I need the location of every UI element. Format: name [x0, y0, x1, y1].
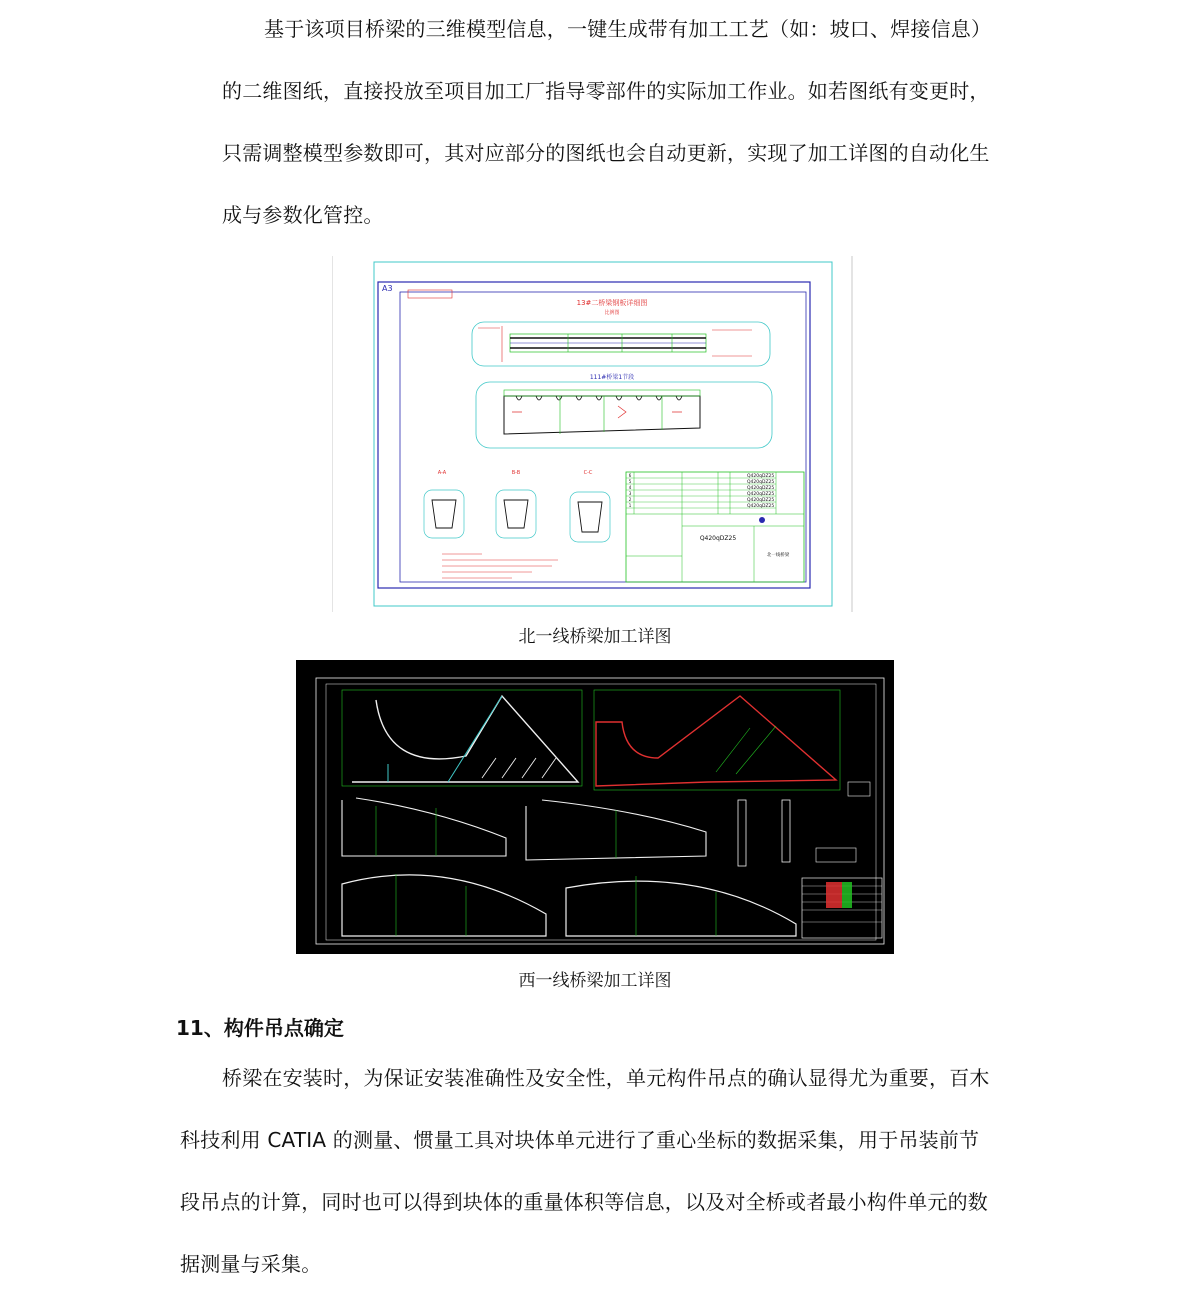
drawing-number-box [408, 290, 452, 298]
section-label-b: B-B [511, 470, 521, 476]
bom-material-5: Q420qDZ25 [747, 498, 775, 503]
technical-notes [442, 554, 558, 578]
section-views [424, 470, 610, 542]
figure1-caption: 北一线桥梁加工详图 [518, 627, 672, 647]
north-line-cad-sheet [332, 256, 868, 612]
intro-line-4: 成与参数化管控。 [222, 203, 384, 227]
sheet-size-label: A3 [382, 284, 393, 293]
intro-line-2: 的二维图纸，直接投放至项目加工厂指导零部件的实际加工作业。如若图纸有变更时， [222, 79, 990, 103]
body-line-2: 科技利用 CATIA 的测量、惯量工具对块体单元进行了重心坐标的数据采集，用于吊装前节 [180, 1128, 980, 1152]
section-label-a: A-A [437, 470, 447, 476]
title-block [626, 472, 804, 582]
bom-row-number-3: 4 [628, 485, 632, 490]
section-label-c: C-C [583, 470, 593, 476]
bom-row-number-5: 2 [628, 497, 632, 502]
bom-row-number-2: 5 [628, 479, 632, 484]
title-block-project: 北一线桥梁 [766, 553, 790, 558]
bom-row-number-6: 1 [628, 503, 632, 508]
company-logo [759, 517, 765, 523]
body-line-3: 段吊点的计算，同时也可以得到块体的重量体积等信息，以及对全桥或者最小构件单元的数 [180, 1190, 988, 1214]
body-paragraph [180, 1047, 1012, 1295]
plan-view-beam [478, 326, 752, 362]
intro-line-3: 只需调整模型参数即可，其对应部分的图纸也会自动更新，实现了加工详图的自动化生 [222, 141, 990, 165]
drawing-subtitle: 比例图 [604, 310, 620, 316]
bom-material-4: Q420qDZ25 [747, 492, 775, 497]
west-line-drawing-figure [296, 660, 894, 954]
elevation-view-cloud [476, 382, 772, 448]
section-heading: 11、构件吊点确定 [176, 1016, 344, 1040]
figure2-caption: 西一线桥梁加工详图 [518, 971, 672, 991]
sheet-outer-frame [374, 262, 832, 606]
west-line-cad-sheet [296, 660, 894, 954]
sheet-inner-border [400, 292, 806, 582]
intro-line-1: 基于该项目桥梁的三维模型信息，一键生成带有加工工艺（如：坡口、焊接信息） [264, 17, 992, 41]
title-block-material: Q420qDZ25 [699, 535, 737, 542]
north-line-drawing-figure [332, 256, 868, 612]
bom-material-3: Q420qDZ25 [747, 486, 775, 491]
bom-material-2: Q420qDZ25 [747, 480, 775, 485]
plan-view-cloud [472, 322, 770, 366]
elevation-view-beam [504, 390, 700, 434]
intro-paragraph [222, 0, 1012, 246]
bom-row-number-1: 6 [628, 473, 632, 478]
section-title: 111#桥梁1节段 [589, 374, 635, 381]
bom-material-6: Q420qDZ25 [747, 504, 775, 509]
body-line-1: 桥梁在安装时，为保证安装准确性及安全性，单元构件吊点的确认显得尤为重要，百木 [222, 1066, 990, 1090]
drawing-title: 13#二桥梁钢板详细图 [576, 299, 648, 307]
bom-material-1: Q420qDZ25 [747, 474, 775, 479]
bom-row-number-4: 3 [628, 491, 632, 496]
body-line-4: 据测量与采集。 [180, 1252, 322, 1276]
